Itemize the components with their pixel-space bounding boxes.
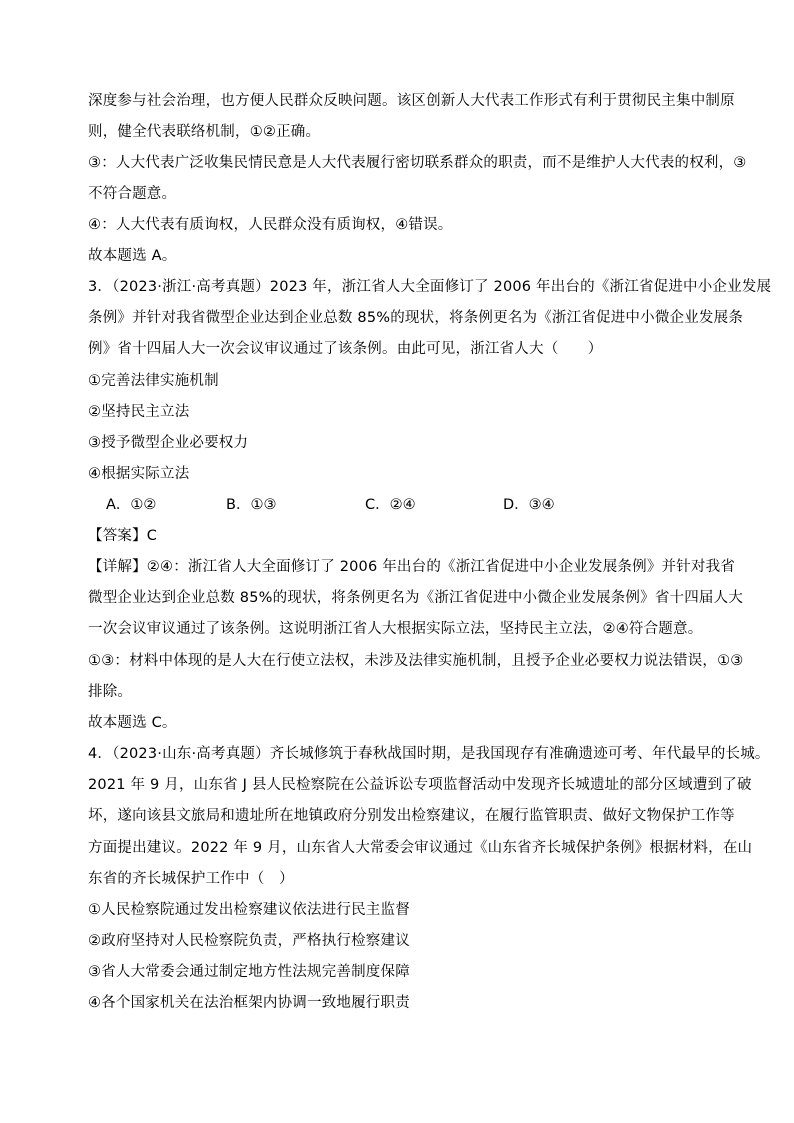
option-a: A．①②	[106, 497, 157, 513]
conclusion-line: 故本题选 C。	[88, 715, 177, 731]
explanation-line: 【详解】②④：浙江省人大全面修订了 2006 年出台的《浙江省促进中小企业发展条例》并针对我省	[88, 559, 736, 575]
question-3-item: ③授予微型企业必要权力	[88, 435, 249, 451]
explanation-line: ①③：材料中体现的是人大在行使立法权，未涉及法律实施机制，且授予企业必要权力说法错误，①③	[88, 653, 744, 669]
answer-line: 【答案】C	[88, 528, 158, 544]
option-b: B．①③	[226, 497, 277, 513]
question-3-stem: 3．（2023·浙江·高考真题）2023 年，浙江省人大全面修订了 2006 年出台的《浙江省促进中小企业发展	[88, 279, 772, 295]
question-4-stem: 坏，遂向该县文旅局和遗址所在地镇政府分别发出检察建议，在履行监管职责、做好文物保护工作等	[88, 808, 735, 824]
question-3-stem: 条例》并针对我省微型企业达到企业总数 85%的现状，将条例更名为《浙江省促进中小微企业发展条	[88, 310, 744, 326]
question-3-item: ①完善法律实施机制	[88, 373, 219, 389]
question-3-item: ④根据实际立法	[88, 466, 190, 482]
paragraph-line: ③：人大代表广泛收集民情民意是人大代表履行密切联系群众的职责，而不是维护人大代表的权利，③	[88, 155, 747, 171]
question-3-stem: 例》省十四届人大一次会议审议通过了该条例。由此可见，浙江省人大（ ）	[88, 341, 603, 357]
paragraph-line: 则，健全代表联络机制，①②正确。	[88, 124, 321, 140]
question-4-stem: 2021 年 9 月，山东省 J 县人民检察院在公益诉讼专项监督活动中发现齐长城遗址的部分区域遭到了破	[88, 777, 752, 793]
explanation-line: 排除。	[88, 684, 133, 700]
question-3-item: ②坚持民主立法	[88, 404, 190, 420]
question-4-item: ③省人大常委会通过制定地方性法规完善制度保障	[88, 964, 410, 980]
option-d: D．③④	[503, 497, 555, 513]
paragraph-line: 不符合题意。	[88, 186, 177, 202]
question-4-stem: 方面提出建议。2022 年 9 月，山东省人大常委会审议通过《山东省齐长城保护条例》根据材料，在山	[88, 840, 753, 856]
question-4-item: ②政府坚持对人民检察院负责，严格执行检察建议	[88, 933, 410, 949]
paragraph-line: ④：人大代表有质询权，人民群众没有质询权，④错误。	[88, 217, 453, 233]
conclusion-line: 故本题选 A。	[88, 248, 177, 264]
paragraph-line: 深度参与社会治理，也方便人民群众反映问题。该区创新人大代表工作形式有利于贯彻民主集中制原	[88, 93, 735, 109]
explanation-line: 微型企业达到企业总数 85%的现状，将条例更名为《浙江省促进中小微企业发展条例》省十四届人大	[88, 590, 744, 606]
question-4-item: ①人民检察院通过发出检察建议依法进行民主监督	[88, 902, 410, 918]
question-4-stem: 东省的齐长城保护工作中（ ）	[88, 871, 294, 887]
option-c: C．②④	[365, 497, 416, 513]
question-4-item: ④各个国家机关在法治框架内协调一致地履行职责	[88, 995, 410, 1011]
explanation-line: 一次会议审议通过了该条例。这说明浙江省人大根据实际立法，坚持民主立法，②④符合题意。	[88, 621, 703, 637]
question-4-stem: 4．（2023·山东·高考真题）齐长城修筑于春秋战国时期，是我国现存有准确遗迹可考、年代最早的长城。	[88, 746, 770, 762]
